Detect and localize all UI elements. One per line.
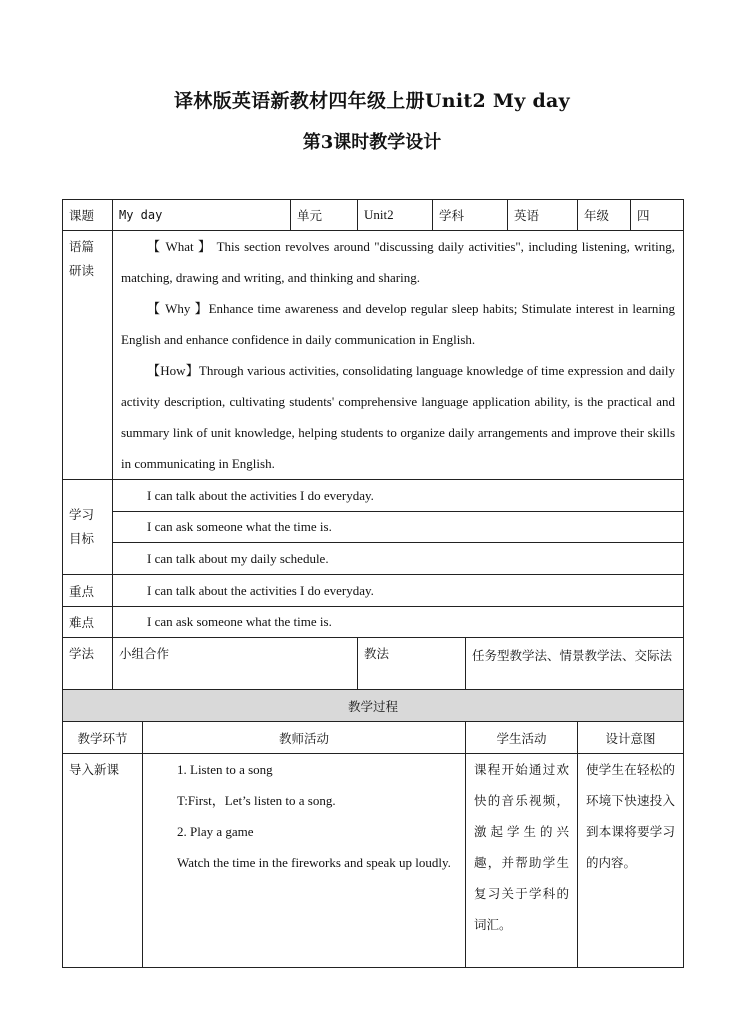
key-point-label: 重点 — [63, 575, 113, 607]
key-point-text: I can talk about the activities I do everyday. — [113, 575, 684, 607]
info-row — [63, 200, 684, 231]
reading-row — [63, 231, 684, 480]
teaching-method-value: 任务型教学法、情景教学法、交际法 — [466, 638, 684, 690]
topic-label: 课题 — [63, 200, 113, 231]
subject-value: 英语 — [508, 200, 578, 231]
teacher-activity-line: T:First，Let’s listen to a song. — [177, 793, 336, 808]
teacher-activity-line: 1. Listen to a song — [177, 762, 273, 777]
learning-method-value: 小组合作 — [113, 638, 358, 690]
difficulty-row — [63, 607, 684, 638]
lesson-plan-table — [62, 199, 684, 968]
learning-method-label: 学法 — [63, 638, 113, 690]
process-title: 教学过程 — [63, 690, 684, 722]
difficulty-label: 难点 — [63, 607, 113, 638]
teaching-method-label: 教法 — [358, 638, 466, 690]
process-columns-row — [63, 722, 684, 754]
col-teacher-header: 教师活动 — [143, 722, 466, 754]
col-purpose-header: 设计意图 — [578, 722, 684, 754]
design-purpose-cell: 使学生在轻松的环境下快速投入到本课将要学习的内容。 — [578, 754, 684, 968]
reading-how: 【How】Through various activities, consolidating language knowledge of time expression and daily activity description, cultivating students' comprehensive language application ability, is the practical and summary link of unit knowledge, helping students to organize daily arrangements and improve their skills in communicating in English. — [121, 363, 676, 471]
reading-why: 【 Why 】Enhance time awareness and develop regular sleep habits; Stimulate interest in learning English and enhance confidence in daily communication in English. — [121, 301, 676, 347]
objective-row — [63, 512, 684, 543]
reading-label: 语篇研读 — [63, 231, 113, 480]
unit-label: 单元 — [291, 200, 358, 231]
objective-item: I can talk about my daily schedule. — [113, 543, 684, 575]
document-title: 译林版英语新教材四年级上册Unit2 My day — [173, 90, 571, 112]
grade-value: 四 — [631, 200, 684, 231]
objective-item: I can ask someone what the time is. — [113, 512, 684, 543]
objectives-label: 学习目标 — [63, 480, 113, 575]
topic-value: My day — [113, 200, 291, 231]
teacher-activity-line: 2. Play a game — [177, 824, 254, 839]
difficulty-text: I can ask someone what the time is. — [113, 607, 684, 638]
col-student-header: 学生活动 — [466, 722, 578, 754]
unit-value: Unit2 — [358, 200, 433, 231]
process-header-row — [63, 690, 684, 722]
teacher-activity-cell — [143, 754, 466, 968]
objective-row — [63, 480, 684, 512]
student-activity-cell: 课程开始通过欢快的音乐视频，激起学生的兴趣，并帮助学生复习关于学科的词汇。 — [466, 754, 578, 968]
subject-label: 学科 — [433, 200, 508, 231]
col-stage-header: 教学环节 — [63, 722, 143, 754]
methods-row — [63, 638, 684, 690]
document-subtitle: 第3课时教学设计 — [302, 132, 442, 153]
key-point-row — [63, 575, 684, 607]
reading-content — [113, 231, 684, 480]
teacher-activity-line: Watch the time in the fireworks and speak up loudly. — [177, 855, 451, 870]
stage-cell: 导入新课 — [63, 754, 143, 968]
grade-label: 年级 — [578, 200, 631, 231]
objective-item: I can talk about the activities I do everyday. — [113, 480, 684, 512]
reading-what: 【 What 】 This section revolves around "discussing daily activities", including listening, writing, matching, drawing and writing, and thinking and sharing. — [121, 239, 676, 285]
process-row — [63, 754, 684, 968]
objective-row — [63, 543, 684, 575]
